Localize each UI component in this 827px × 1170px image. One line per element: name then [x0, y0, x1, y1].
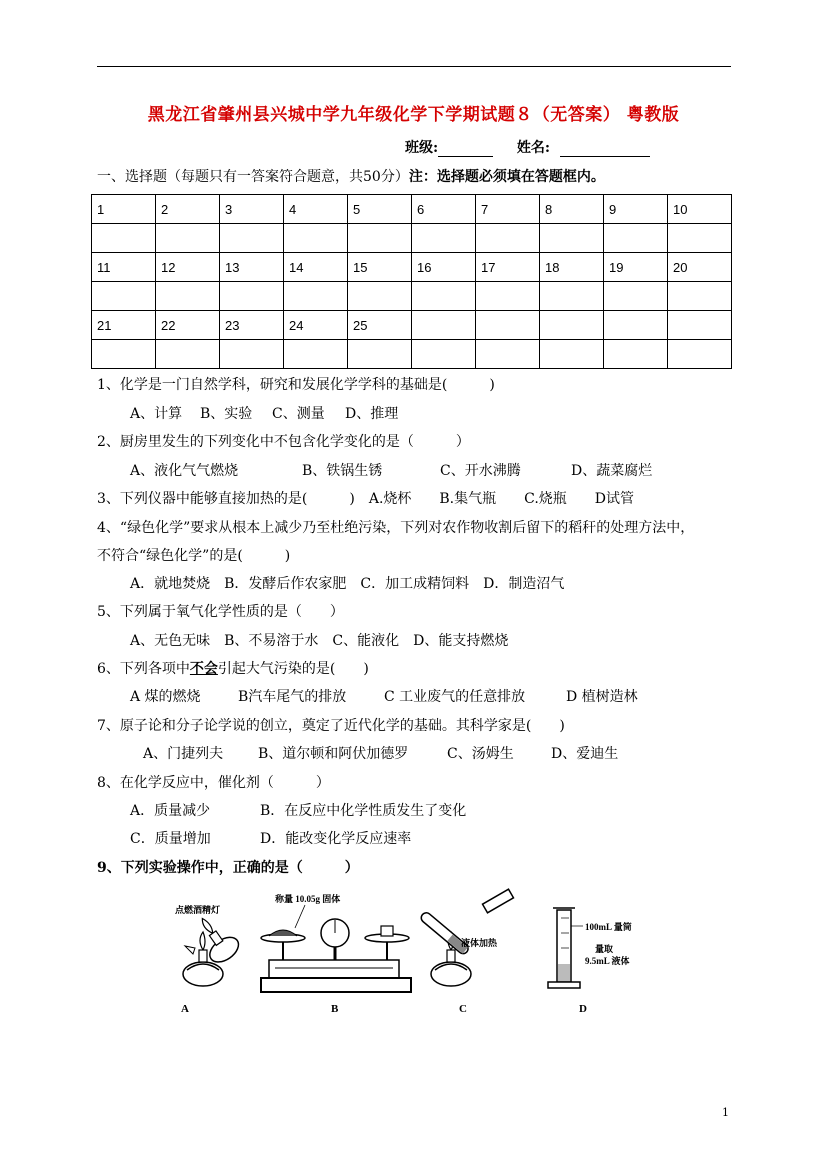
question-number-cell: 23 — [220, 311, 284, 340]
question-number-cell: 4 — [284, 195, 348, 224]
answer-cell[interactable] — [284, 282, 348, 311]
answer-cell[interactable] — [92, 282, 156, 311]
figure-c-heating — [419, 889, 513, 1015]
q1-option-d[interactable]: D、推理 — [345, 406, 399, 422]
question-number-cell: 6 — [412, 195, 476, 224]
question-number-cell: 24 — [284, 311, 348, 340]
class-blank[interactable] — [438, 156, 493, 157]
q6-option-c[interactable]: C 工业废气的任意排放 — [384, 689, 526, 705]
answer-cell[interactable] — [604, 282, 668, 311]
answer-cell[interactable] — [412, 224, 476, 253]
name-label: 姓名: — [516, 140, 551, 156]
header-rule — [97, 66, 731, 67]
question-3: 3、下列仪器中能够直接加热的是( ) A.烧杯 B.集气瓶 C.烧瓶 D试管 — [97, 491, 635, 507]
question-number-cell — [476, 311, 540, 340]
section-note: 注：选择题必须填在答题框内。 — [408, 169, 605, 185]
page-number: 1 — [722, 1106, 729, 1119]
answer-cell[interactable] — [284, 340, 348, 369]
question-number-cell: 16 — [412, 253, 476, 282]
q8-option-b[interactable]: B．在反应中化学性质发生了变化 — [260, 803, 467, 819]
answer-cell[interactable] — [668, 224, 732, 253]
q6-emphasis: 不会 — [189, 661, 218, 677]
q6-option-d[interactable]: D 植树造林 — [566, 689, 638, 705]
q8-option-c[interactable]: C．质量增加 — [130, 831, 211, 847]
question-4-line-2: 不符合“绿色化学”的是( ) — [97, 548, 291, 564]
question-4-line-1: 4、“绿色化学”要求从根本上减少乃至杜绝污染，下列对农作物收割后留下的稻秆的处理方法中， — [97, 520, 695, 536]
answer-cell[interactable] — [348, 224, 412, 253]
figure-a-caption: 点燃酒精灯 — [175, 905, 221, 915]
question-number-cell: 21 — [92, 311, 156, 340]
answer-cell[interactable] — [220, 340, 284, 369]
question-number-cell: 19 — [604, 253, 668, 282]
answer-cell[interactable] — [156, 340, 220, 369]
q7-option-c[interactable]: C、汤姆生 — [447, 746, 514, 762]
question-6: 6、下列各项中不会引起大气污染的是( ) — [97, 661, 369, 677]
question-8: 8、在化学反应中，催化剂（ ） — [97, 775, 330, 791]
figure-a-lamp-lighting — [175, 904, 243, 1015]
answer-cell[interactable] — [220, 282, 284, 311]
question-number-cell — [604, 311, 668, 340]
answer-cell[interactable] — [540, 340, 604, 369]
figure-label-d: D — [579, 1003, 587, 1015]
answer-cell[interactable] — [476, 282, 540, 311]
answer-cell[interactable] — [348, 282, 412, 311]
figure-b-caption: 称量 10.05g 固体 — [275, 894, 341, 904]
q7-option-d[interactable]: D、爱迪生 — [551, 746, 619, 762]
answer-cell[interactable] — [668, 340, 732, 369]
answer-cell[interactable] — [284, 224, 348, 253]
answer-grid-row — [92, 282, 732, 311]
question-number-cell: 7 — [476, 195, 540, 224]
question-number-cell: 18 — [540, 253, 604, 282]
figure-c-caption: 液体加热 — [461, 938, 498, 948]
answer-cell[interactable] — [476, 340, 540, 369]
answer-cell[interactable] — [156, 282, 220, 311]
page-title: 黑龙江省肇州县兴城中学九年级化学下学期试题８（无答案） 粤教版 — [147, 105, 680, 125]
question-number-cell — [668, 311, 732, 340]
question-number-cell: 2 — [156, 195, 220, 224]
figure-d-cylinder — [548, 908, 632, 1015]
question-number-cell: 20 — [668, 253, 732, 282]
answer-grid-row — [92, 340, 732, 369]
answer-cell[interactable] — [156, 224, 220, 253]
answer-cell[interactable] — [412, 282, 476, 311]
name-blank[interactable] — [560, 156, 650, 157]
answer-cell[interactable] — [92, 224, 156, 253]
q2-option-a[interactable]: A、液化气气燃烧 — [130, 463, 239, 479]
q1-option-b[interactable]: B、实验 — [200, 406, 253, 422]
q2-option-c[interactable]: C、开水沸腾 — [440, 463, 521, 479]
answer-cell[interactable] — [348, 340, 412, 369]
question-5: 5、下列属于氧气化学性质的是（ ） — [97, 604, 344, 620]
question-number-cell: 17 — [476, 253, 540, 282]
answer-grid — [91, 194, 732, 369]
question-2: 2、厨房里发生的下列变化中不包含化学变化的是（ ） — [97, 434, 470, 450]
answer-grid-row — [92, 311, 732, 340]
section-heading: 一、选择题（每题只有一答案符合题意，共50分）注：选择题必须填在答题框内。 — [97, 169, 605, 185]
question-7: 7、原子论和分子论学说的创立，奠定了近代化学的基础。其科学家是( ) — [97, 718, 565, 734]
question-number-cell: 9 — [604, 195, 668, 224]
answer-cell[interactable] — [412, 340, 476, 369]
q6-option-a[interactable]: A 煤的燃烧 — [130, 689, 201, 705]
question-number-cell: 11 — [92, 253, 156, 282]
answer-cell[interactable] — [540, 224, 604, 253]
answer-grid-row — [92, 224, 732, 253]
q4-options: A．就地焚烧 B．发酵后作农家肥 C．加工成精饲料 D．制造沼气 — [130, 576, 565, 592]
answer-grid-row — [92, 253, 732, 282]
class-label: 班级: — [405, 140, 439, 156]
answer-cell[interactable] — [604, 224, 668, 253]
q7-option-b[interactable]: B、道尔顿和阿伏加德罗 — [258, 746, 409, 762]
question-number-cell: 25 — [348, 311, 412, 340]
question-number-cell: 15 — [348, 253, 412, 282]
question-number-cell: 12 — [156, 253, 220, 282]
question-number-cell: 5 — [348, 195, 412, 224]
q7-option-a[interactable]: A、门捷列夫 — [143, 746, 224, 762]
q5-options: A、无色无味 B、不易溶于水 C、能液化 D、能支持燃烧 — [130, 633, 509, 649]
question-number-cell: 13 — [220, 253, 284, 282]
figure-d-caption-2: 量取 — [595, 944, 614, 954]
question-9: 9、下列实验操作中，正确的是（ ） — [97, 860, 359, 876]
question-number-cell: 8 — [540, 195, 604, 224]
lab-operations-figure — [165, 888, 645, 1023]
q1-option-a[interactable]: A、计算 — [130, 406, 183, 422]
answer-cell[interactable] — [220, 224, 284, 253]
answer-grid-row — [92, 195, 732, 224]
q2-option-d[interactable]: D、蔬菜腐烂 — [571, 463, 653, 479]
q8-option-d[interactable]: D．能改变化学反应速率 — [260, 831, 412, 847]
figure-label-a: A — [181, 1003, 189, 1015]
q6-option-b[interactable]: B汽车尾气的排放 — [238, 689, 347, 705]
answer-cell[interactable] — [476, 224, 540, 253]
answer-cell[interactable] — [540, 282, 604, 311]
question-1: 1、化学是一门自然学科，研究和发展化学学科的基础是( ) — [97, 377, 495, 393]
q8-option-a[interactable]: A．质量减少 — [130, 803, 211, 819]
question-number-cell: 14 — [284, 253, 348, 282]
question-number-cell: 3 — [220, 195, 284, 224]
question-number-cell: 1 — [92, 195, 156, 224]
answer-cell[interactable] — [92, 340, 156, 369]
figure-label-c: C — [459, 1003, 467, 1015]
q1-option-c[interactable]: C、测量 — [272, 406, 325, 422]
q2-option-b[interactable]: B、铁锅生锈 — [302, 463, 383, 479]
question-number-cell — [412, 311, 476, 340]
figure-b-balance — [261, 893, 411, 1015]
figure-d-caption-3: 9.5mL 液体 — [585, 956, 630, 966]
question-number-cell — [540, 311, 604, 340]
answer-cell[interactable] — [668, 282, 732, 311]
figure-d-caption-1: 100mL 量筒 — [585, 922, 632, 932]
answer-cell[interactable] — [604, 340, 668, 369]
question-number-cell: 10 — [668, 195, 732, 224]
question-number-cell: 22 — [156, 311, 220, 340]
student-info-line — [405, 137, 650, 157]
figure-label-b: B — [331, 1003, 339, 1015]
